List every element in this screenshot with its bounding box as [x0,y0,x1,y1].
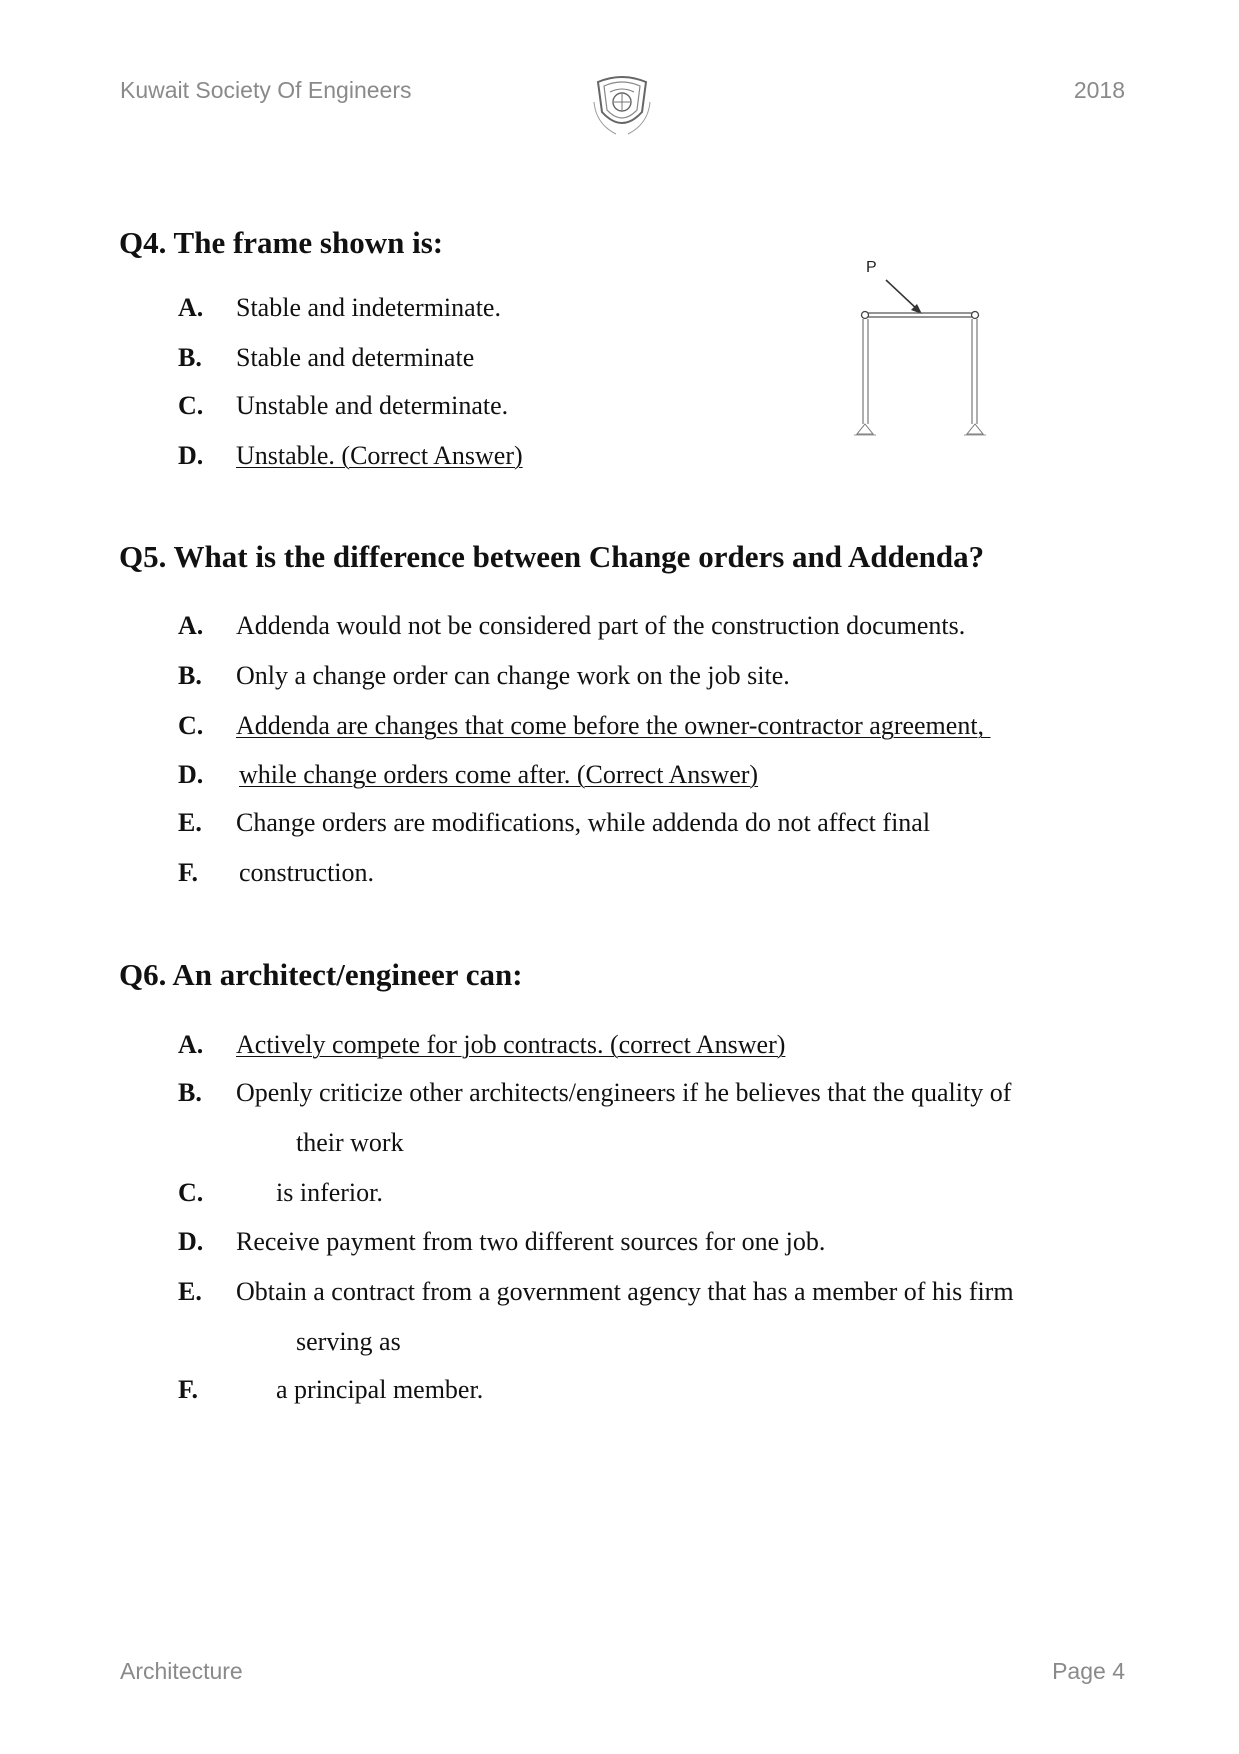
q5-option-f-letter: F. [178,858,198,887]
q5-option-d-letter: D. [178,760,204,789]
right-hinge [972,312,979,319]
q4-option-c-letter: C. [178,391,204,420]
question-5-title: Q5. What is the difference between Change orders and Addenda? [119,539,985,574]
footer-page-number: Page 4 [1052,1658,1125,1684]
q5-option-a-letter: A. [178,611,204,640]
q4-option-a-letter: A. [178,293,204,322]
q4-option-a-text: Stable and indeterminate. [236,293,501,322]
q5-option-c-letter: C. [178,711,204,740]
load-arrow [886,280,918,310]
question-4-title: Q4. The frame shown is: [119,225,444,260]
footer-section: Architecture [120,1658,243,1684]
frame-diagram [850,254,1000,444]
q5-option-b-letter: B. [178,661,202,690]
q4-option-d-text: Unstable. (Correct Answer) [236,441,523,470]
q5-option-e-letter: E. [178,808,202,837]
q4-option-d-letter: D. [178,441,204,470]
q6-option-c-text: is inferior. [276,1178,383,1207]
society-emblem-icon [590,72,654,138]
left-pin-support [857,424,873,434]
header-organization: Kuwait Society Of Engineers [120,77,412,103]
right-pin-support [967,424,983,434]
q6-option-d-letter: D. [178,1227,204,1256]
q6-option-f-text: a principal member. [276,1375,484,1404]
header-year: 2018 [1073,77,1125,103]
q6-option-b-letter: B. [178,1078,202,1107]
q6-option-d-text: Receive payment from two different sources for one job. [236,1227,826,1256]
q6-option-e-continuation: serving as [296,1327,401,1356]
q5-option-f-text: construction. [239,858,375,887]
q5-option-b-text: Only a change order can change work on the job site. [236,661,790,690]
q6-option-b-continuation: their work [296,1128,404,1157]
q5-option-e-text: Change orders are modifications, while addenda do not affect final [236,808,931,837]
load-label: P [866,259,877,276]
q4-option-b-letter: B. [178,343,202,372]
q6-option-e-letter: E. [178,1277,202,1306]
q5-option-a-text: Addenda would not be considered part of the construction documents. [236,611,966,640]
q6-option-f-letter: F. [178,1375,198,1404]
left-hinge [862,312,869,319]
q4-option-b-text: Stable and determinate [236,343,475,372]
q5-option-d-text: while change orders come after. (Correct Answer) [239,760,759,789]
q6-option-c-letter: C. [178,1178,204,1207]
q5-option-c-text: Addenda are changes that come before the owner-contractor agreement, [236,711,991,740]
q6-option-a-text: Actively compete for job contracts. (correct Answer) [236,1030,786,1059]
q6-option-a-letter: A. [178,1030,204,1059]
q4-option-c-text: Unstable and determinate. [236,391,509,420]
q6-option-b-text: Openly criticize other architects/engineers if he believes that the quality of [236,1078,1012,1107]
question-6-title: Q6. An architect/engineer can: [119,957,523,992]
q6-option-e-text: Obtain a contract from a government agency that has a member of his firm [236,1277,1014,1306]
